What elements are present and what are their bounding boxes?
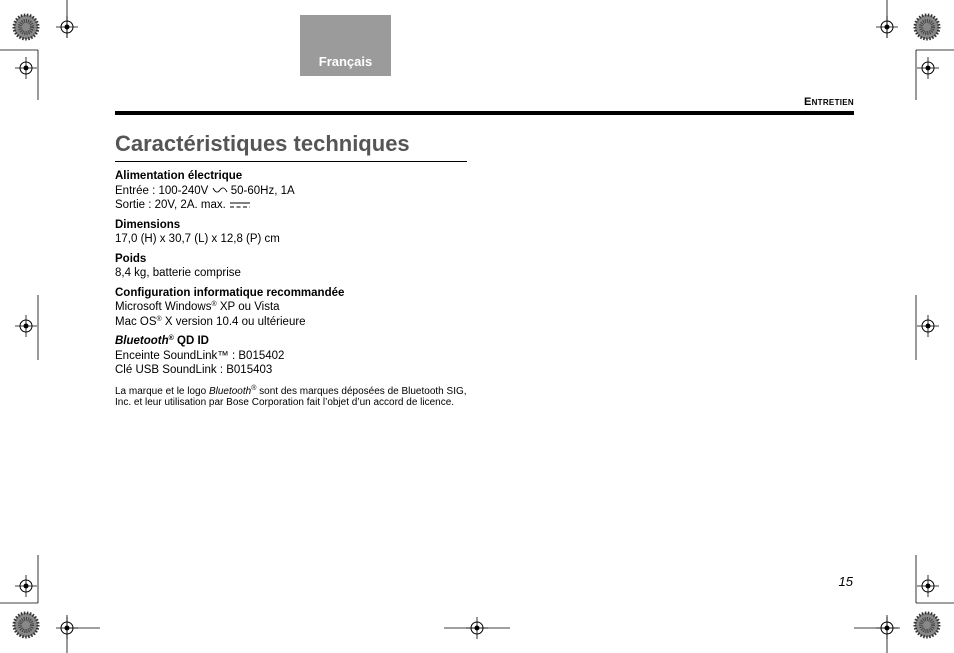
bluetooth-heading-id: QD ID: [177, 335, 209, 347]
note-text-2: sont des marques déposées de Bluetooth SIG, Inc. et leur utilisation par Bose Corporation fait l’objet d’un accord de licence.: [115, 385, 467, 408]
dimensions-value: 17,0 (H) x 30,7 (L) x 12,8 (P) cm: [115, 233, 280, 245]
language-tab: [300, 15, 391, 76]
power-output-text: Sortie : 20V, 2A. max.: [115, 199, 226, 211]
mac-versions: X version 10.4 ou ultérieure: [164, 315, 306, 328]
trademark-note: [115, 386, 475, 409]
mac-name: Mac OS: [115, 315, 157, 328]
bluetooth-section: [115, 334, 475, 378]
language-tab-label: Français: [318, 54, 373, 69]
dc-symbol-icon: [229, 201, 251, 209]
power-output: [115, 198, 475, 213]
registered-mark: ®: [211, 301, 217, 308]
page-number: 15: [838, 574, 853, 589]
registered-mark: ®: [251, 384, 257, 392]
bluetooth-usb-id: Clé USB SoundLink : B015403: [115, 364, 273, 376]
system-windows: [115, 300, 475, 315]
title-underline: [115, 161, 467, 162]
system-section: [115, 286, 475, 330]
note-brand: Bluetooth: [208, 385, 252, 397]
page-title: Caractéristiques techniques: [115, 131, 410, 156]
power-heading: Alimentation électrique: [115, 170, 243, 182]
note-text-1: La marque et le logo: [115, 385, 209, 397]
dimensions-heading: Dimensions: [115, 218, 181, 231]
weight-heading: Poids: [115, 252, 147, 265]
weight-value: 8,4 kg, batterie comprise: [115, 267, 241, 279]
registered-mark: ®: [156, 315, 162, 323]
section-label: Entretien: [803, 96, 854, 108]
system-heading: Configuration informatique recommandée: [115, 286, 345, 299]
power-input-prefix: Entrée : 100-240V: [115, 184, 209, 197]
power-input-suffix: 50-60Hz, 1A: [230, 184, 295, 197]
dimensions-section: [115, 218, 475, 247]
power-input: [115, 184, 475, 199]
bluetooth-heading: [115, 334, 475, 349]
registered-mark: ®: [168, 335, 174, 342]
windows-versions: XP ou Vista: [219, 301, 280, 313]
header-rule: [115, 111, 854, 115]
bluetooth-speaker-id: Enceinte SoundLink™ : B015402: [115, 349, 285, 362]
spec-content: [115, 169, 475, 409]
bluetooth-heading-brand: Bluetooth: [115, 335, 169, 347]
windows-name: Microsoft Windows: [115, 301, 212, 313]
power-section: [115, 169, 475, 213]
weight-section: [115, 252, 475, 281]
ac-symbol-icon: [212, 185, 228, 195]
system-mac: [115, 315, 475, 330]
